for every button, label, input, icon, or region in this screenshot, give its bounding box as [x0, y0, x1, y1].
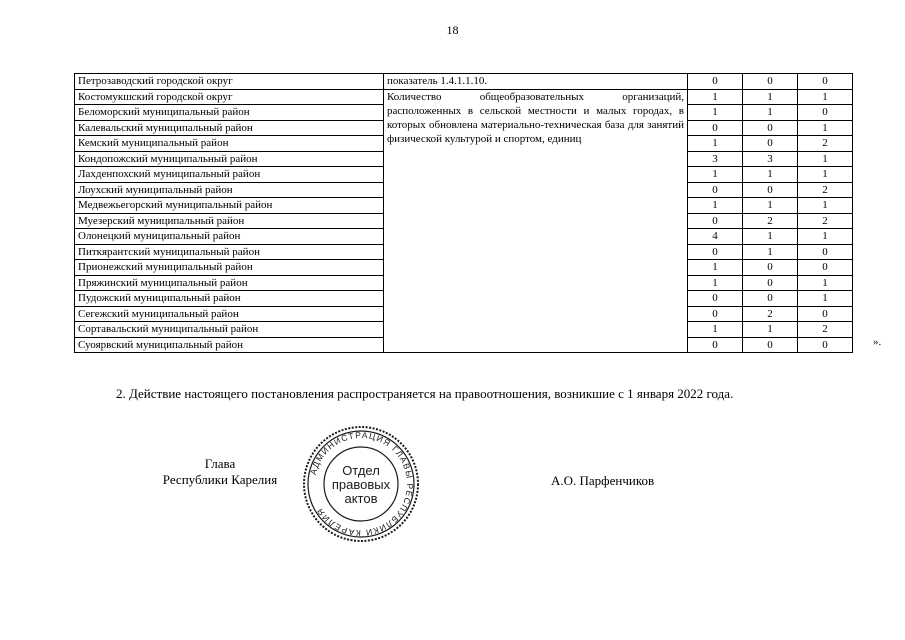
value-cell-year-3: 2 [798, 213, 853, 229]
value-cell-year-1: 0 [688, 337, 743, 353]
value-cell-year-3: 1 [798, 198, 853, 214]
value-cell-year-3: 0 [798, 337, 853, 353]
value-cell-year-3: 1 [798, 89, 853, 105]
value-cell-year-3: 2 [798, 322, 853, 338]
signer-title [150, 456, 290, 488]
value-cell-year-3: 1 [798, 229, 853, 245]
municipality-name: Прионежский муниципальный район [75, 260, 384, 276]
value-cell-year-2: 3 [743, 151, 798, 167]
stamp-line1: Отдел [342, 463, 380, 478]
municipality-name: Беломорский муниципальный район [75, 105, 384, 121]
stamp-ring-text: АДМИНИСТРАЦИЯ ГЛАВЫ РЕСПУБЛИКИ КАРЕЛИЯ [307, 429, 416, 539]
page-number: 18 [446, 23, 459, 37]
value-cell-year-1: 0 [688, 213, 743, 229]
municipality-name: Кондопожский муниципальный район [75, 151, 384, 167]
value-cell-year-1: 0 [688, 182, 743, 198]
signer-title-line2: Республики Карелия [162, 472, 278, 487]
value-cell-year-3: 1 [798, 151, 853, 167]
value-cell-year-2: 1 [743, 229, 798, 245]
municipality-name: Пряжинский муниципальный район [75, 275, 384, 291]
value-cell-year-3: 1 [798, 120, 853, 136]
value-cell-year-2: 0 [743, 291, 798, 307]
value-cell-year-3: 1 [798, 291, 853, 307]
value-cell-year-2: 1 [743, 322, 798, 338]
municipality-name: Питкярантский муниципальный район [75, 244, 384, 260]
value-cell-year-3: 0 [798, 74, 853, 90]
municipality-name: Олонецкий муниципальный район [75, 229, 384, 245]
value-cell-year-2: 2 [743, 306, 798, 322]
municipality-name: Лоухский муниципальный район [75, 182, 384, 198]
value-cell-year-3: 0 [798, 306, 853, 322]
signer-name: А.О. Парфенчиков [551, 473, 655, 488]
table-body [75, 74, 853, 353]
value-cell-year-1: 0 [688, 244, 743, 260]
value-cell-year-3: 0 [798, 105, 853, 121]
value-cell-year-2: 0 [743, 337, 798, 353]
value-cell-year-2: 0 [743, 182, 798, 198]
indicator-table [74, 73, 853, 353]
closing-quote: ». [873, 336, 882, 348]
municipality-name: Медвежьегорский муниципальный район [75, 198, 384, 214]
value-cell-year-2: 1 [743, 198, 798, 214]
value-cell-year-2: 1 [743, 105, 798, 121]
municipality-name: Калевальский муниципальный район [75, 120, 384, 136]
value-cell-year-2: 0 [743, 136, 798, 152]
stamp-line3: актов [344, 491, 378, 506]
value-cell-year-1: 1 [688, 89, 743, 105]
signer-title-line1: Глава [204, 456, 236, 471]
value-cell-year-2: 0 [743, 260, 798, 276]
seal-stamp [301, 424, 421, 544]
value-cell-year-1: 0 [688, 74, 743, 90]
municipality-name: Пудожский муниципальный район [75, 291, 384, 307]
value-cell-year-1: 0 [688, 291, 743, 307]
value-cell-year-2: 1 [743, 244, 798, 260]
municipality-name: Сегежский муниципальный район [75, 306, 384, 322]
value-cell-year-3: 0 [798, 260, 853, 276]
value-cell-year-2: 0 [743, 120, 798, 136]
table-row [75, 74, 853, 90]
indicator-cell: показатель 1.4.1.1.10. [384, 74, 688, 90]
municipality-name: Петрозаводский городской округ [75, 74, 384, 90]
value-cell-year-1: 1 [688, 136, 743, 152]
value-cell-year-1: 4 [688, 229, 743, 245]
municipality-name: Сортавальский муниципальный район [75, 322, 384, 338]
value-cell-year-1: 1 [688, 198, 743, 214]
value-cell-year-3: 1 [798, 275, 853, 291]
value-cell-year-2: 2 [743, 213, 798, 229]
value-cell-year-1: 1 [688, 275, 743, 291]
value-cell-year-1: 1 [688, 105, 743, 121]
value-cell-year-1: 1 [688, 322, 743, 338]
value-cell-year-3: 2 [798, 182, 853, 198]
table-row [75, 89, 853, 105]
value-cell-year-1: 3 [688, 151, 743, 167]
value-cell-year-2: 0 [743, 275, 798, 291]
municipality-name: Костомукшский городской округ [75, 89, 384, 105]
value-cell-year-1: 1 [688, 167, 743, 183]
municipality-name: Кемский муниципальный район [75, 136, 384, 152]
value-cell-year-1: 0 [688, 306, 743, 322]
value-cell-year-3: 2 [798, 136, 853, 152]
municipality-name: Суоярвский муниципальный район [75, 337, 384, 353]
value-cell-year-2: 1 [743, 89, 798, 105]
indicator-description: Количество общеобразовательных организаций, расположенных в сельской местности и малых городах, в которых обновлена материально-техническая база для занятий физической культурой и спортом, единиц [384, 89, 688, 353]
value-cell-year-2: 1 [743, 167, 798, 183]
stamp-line2: правовых [331, 477, 391, 492]
municipality-name: Лахденпохский муниципальный район [75, 167, 384, 183]
paragraph-2: 2. Действие настоящего постановления распространяется на правоотношения, возникшие с 1 января 2022 года. [116, 386, 734, 401]
value-cell-year-1: 1 [688, 260, 743, 276]
value-cell-year-2: 0 [743, 74, 798, 90]
value-cell-year-3: 0 [798, 244, 853, 260]
value-cell-year-3: 1 [798, 167, 853, 183]
municipality-name: Муезерский муниципальный район [75, 213, 384, 229]
value-cell-year-1: 0 [688, 120, 743, 136]
